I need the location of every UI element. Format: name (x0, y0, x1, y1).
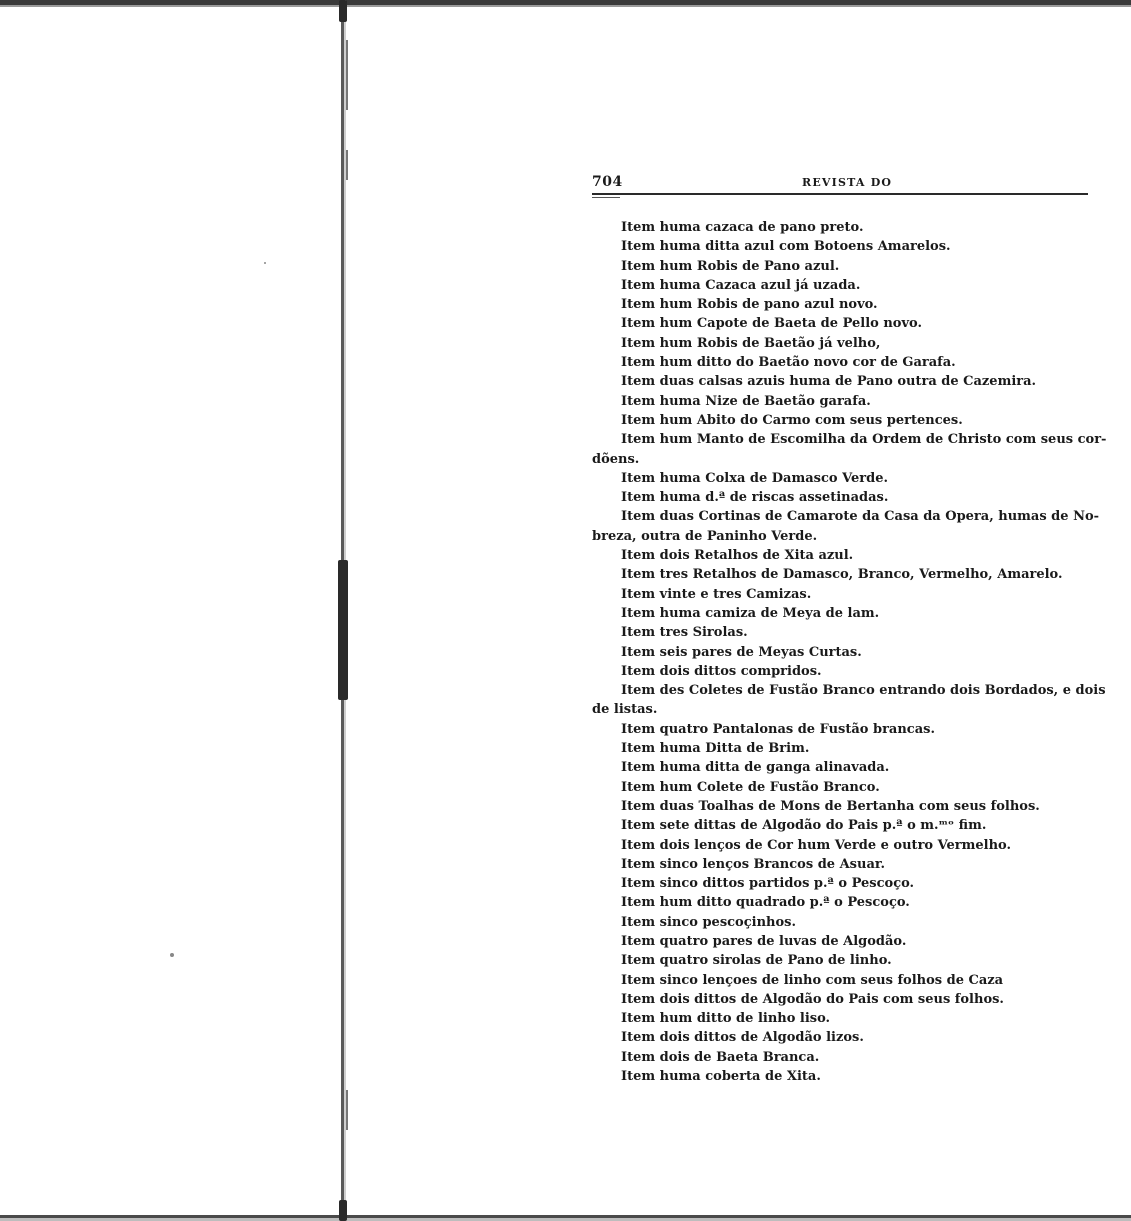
inventory-line: Item huma Ditta de Brim. (621, 741, 810, 757)
inventory-line: Item sinco pescoçinhos. (621, 914, 796, 930)
inventory-line: Item sete dittas de Algodão do Pais p.ª o m.ᵐᵒ fim. (621, 818, 987, 834)
inventory-line: Item hum ditto do Baetão novo cor de Garafa. (621, 355, 956, 371)
inventory-line: Item hum Capote de Baeta de Pello novo. (621, 316, 922, 332)
inventory-line: Item huma ditta azul com Botoens Amarelos. (621, 239, 951, 255)
inventory-line: Item huma Nize de Baetão garafa. (621, 393, 871, 409)
inventory-text (592, 218, 1107, 1086)
binding-mark-bottom (339, 1200, 347, 1221)
header-rule-accent (592, 197, 620, 198)
inventory-line: Item huma camiza de Meya de lam. (621, 605, 880, 621)
inventory-line: Item dois Retalhos de Xita azul. (621, 548, 854, 564)
inventory-line: breza, outra de Paninho Verde. (592, 528, 818, 544)
inventory-line: Item hum ditto quadrado p.ª o Pescoço. (621, 895, 910, 911)
inventory-line: Item des Coletes de Fustão Branco entrando dois Bordados, e dois (621, 683, 1106, 699)
inventory-line: Item tres Retalhos de Damasco, Branco, Vermelho, Amarelo. (621, 567, 1063, 583)
header-rule (592, 193, 1088, 195)
inventory-line: Item quatro pares de luvas de Algodão. (621, 933, 907, 949)
scan-speck (264, 262, 266, 264)
inventory-line: Item vinte e tres Camizas. (621, 586, 812, 602)
inventory-line: Item hum Manto de Escomilha da Ordem de Christo com seus cor- (621, 432, 1107, 448)
scan-speck (170, 953, 174, 957)
inventory-line: Item sinco dittos partidos p.ª o Pescoço. (621, 876, 915, 892)
inventory-line: Item quatro Pantalonas de Fustão brancas. (621, 721, 935, 737)
spine-tick (346, 150, 348, 180)
scan-top-edge-shadow (0, 5, 1131, 7)
inventory-line: Item duas Cortinas de Camarote da Casa da Opera, humas de No- (621, 509, 1100, 525)
spine-tick (346, 1090, 348, 1130)
inventory-line: de listas. (592, 702, 658, 718)
inventory-line: Item hum Robis de Baetão já velho, (621, 335, 881, 351)
running-head: REVISTA DO (802, 176, 893, 189)
inventory-line: Item hum Abito do Carmo com seus pertences. (621, 412, 963, 428)
binding-mark-top (339, 0, 347, 22)
page-number: 704 (592, 174, 623, 190)
inventory-line: Item duas Toalhas de Mons de Bertanha com seus folhos. (621, 798, 1040, 814)
inventory-line: Item quatro sirolas de Pano de linho. (621, 953, 892, 969)
inventory-line: Item sinco lençoes de linho com seus folhos de Caza (621, 972, 1004, 988)
inventory-line: Item huma Colxa de Damasco Verde. (621, 470, 888, 486)
inventory-line: Item dois dittos de Algodão lizos. (621, 1030, 864, 1046)
inventory-line: Item huma coberta de Xita. (621, 1069, 821, 1085)
inventory-line: Item tres Sirolas. (621, 625, 748, 641)
inventory-line: Item dois lenços de Cor hum Verde e outro Vermelho. (621, 837, 1012, 853)
inventory-line: Item sinco lenços Brancos de Asuar. (621, 856, 886, 872)
inventory-line: Item duas calsas azuis huma de Pano outra de Cazemira. (621, 374, 1037, 390)
inventory-line: Item huma Cazaca azul já uzada. (621, 277, 861, 293)
inventory-line: Item huma cazaca de pano preto. (621, 220, 864, 235)
inventory-line: Item hum Colete de Fustão Branco. (621, 779, 880, 795)
inventory-line: Item hum Robis de Pano azul. (621, 258, 840, 274)
inventory-line: Item hum Robis de pano azul novo. (621, 297, 878, 313)
inventory-line: dõens. (592, 451, 640, 467)
inventory-line: Item seis pares de Meyas Curtas. (621, 644, 862, 660)
inventory-line: Item huma d.ª de riscas assetinadas. (621, 490, 889, 506)
inventory-line: Item hum ditto de linho liso. (621, 1011, 831, 1027)
inventory-line: Item dois dittos compridos. (621, 663, 822, 679)
binding-mark-middle (338, 560, 348, 700)
spine-tick (346, 40, 348, 110)
inventory-line: Item huma ditta de ganga alinavada. (621, 760, 890, 776)
inventory-line: Item dois de Baeta Branca. (621, 1049, 820, 1065)
inventory-line: Item dois dittos de Algodão do Pais com seus folhos. (621, 991, 1004, 1007)
